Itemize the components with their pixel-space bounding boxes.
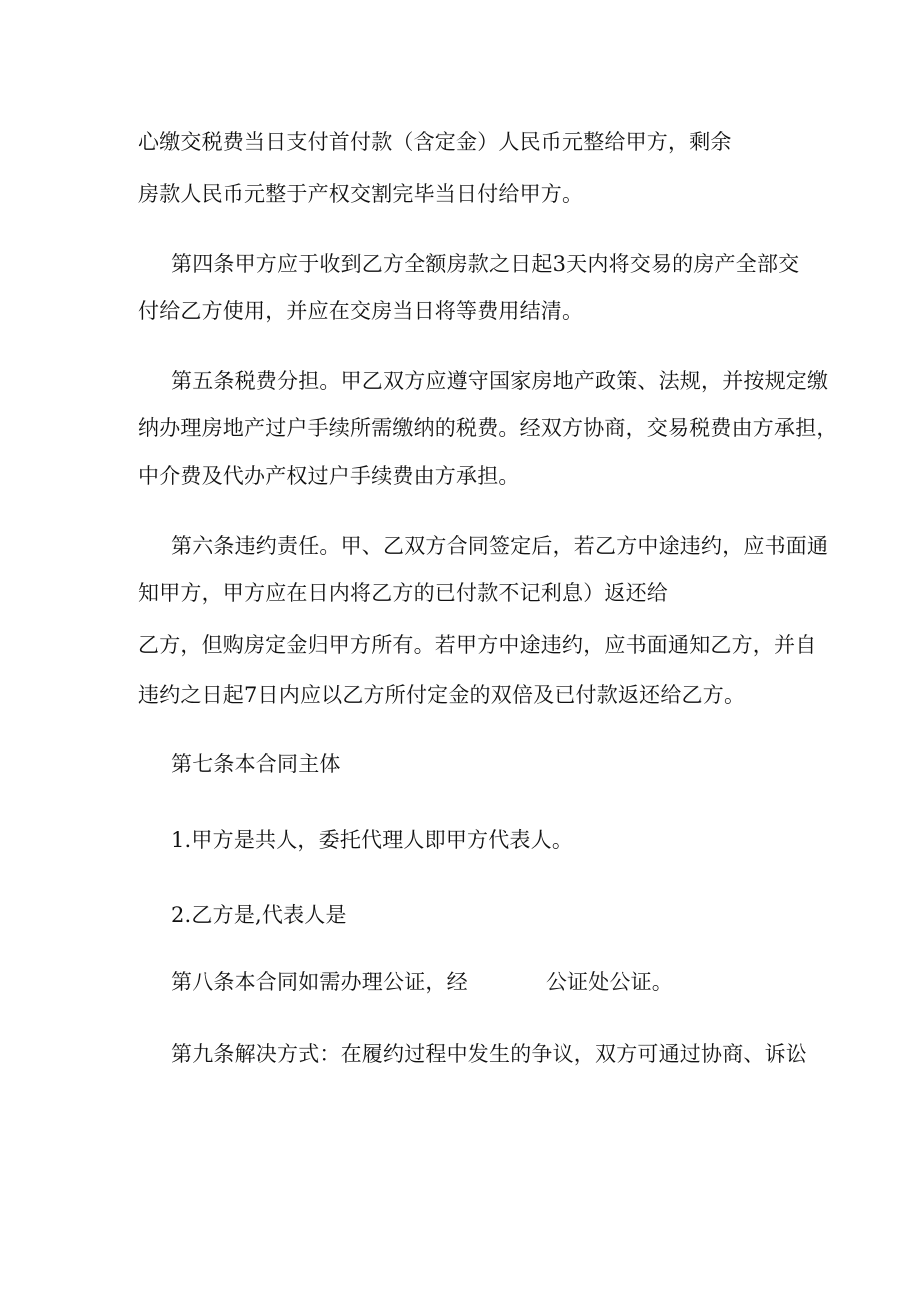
article-6-line-4: 违约之日起7日内应以乙方所付定金的双倍及已付款返还给乙方。 bbox=[138, 683, 746, 707]
article-7-item-2: 2.乙方是,代表人是 bbox=[171, 903, 347, 927]
article-5-line-2: 纳办理房地产过户手续所需缴纳的税费。经双方协商，交易税费由方承担， bbox=[138, 416, 838, 440]
text-line-1: 心缴交税费当日支付首付款（含定金）人民币元整给甲方，剩余 bbox=[138, 130, 732, 154]
article-7-title: 第七条本合同主体 bbox=[171, 752, 341, 776]
article-6-line-1: 第六条违约责任。甲、乙双方合同签定后，若乙方中途违约，应书面通 bbox=[171, 534, 829, 558]
article-6-line-2: 知甲方，甲方应在日内将乙方的已付款不记利息）返还给 bbox=[138, 581, 668, 605]
article-8-text-part-1: 第八条本合同如需办理公证，经 bbox=[171, 970, 468, 994]
article-8-text-part-2: 公证处公证。 bbox=[545, 970, 674, 994]
article-4-line-2: 付给乙方使用，并应在交房当日将等费用结清。 bbox=[138, 299, 584, 323]
article-7-item-1: 1.甲方是共人，委托代理人即甲方代表人。 bbox=[171, 828, 574, 852]
article-5-line-3: 中介费及代办产权过户手续费由方承担。 bbox=[138, 464, 520, 488]
article-4-line-1: 第四条甲方应于收到乙方全额房款之日起3天内将交易的房产全部交 bbox=[171, 252, 800, 276]
article-8-line bbox=[171, 968, 673, 996]
article-6-line-3: 乙方，但购房定金归甲方所有。若甲方中途违约，应书面通知乙方，并自 bbox=[138, 633, 817, 657]
article-9-line-1: 第九条解决方式：在履约过程中发生的争议，双方可通过协商、诉讼 bbox=[171, 1042, 807, 1066]
text-line-2: 房款人民币元整于产权交割完毕当日付给甲方。 bbox=[138, 182, 584, 206]
article-5-line-1: 第五条税费分担。甲乙双方应遵守国家房地产政策、法规，并按规定缴 bbox=[171, 369, 829, 393]
